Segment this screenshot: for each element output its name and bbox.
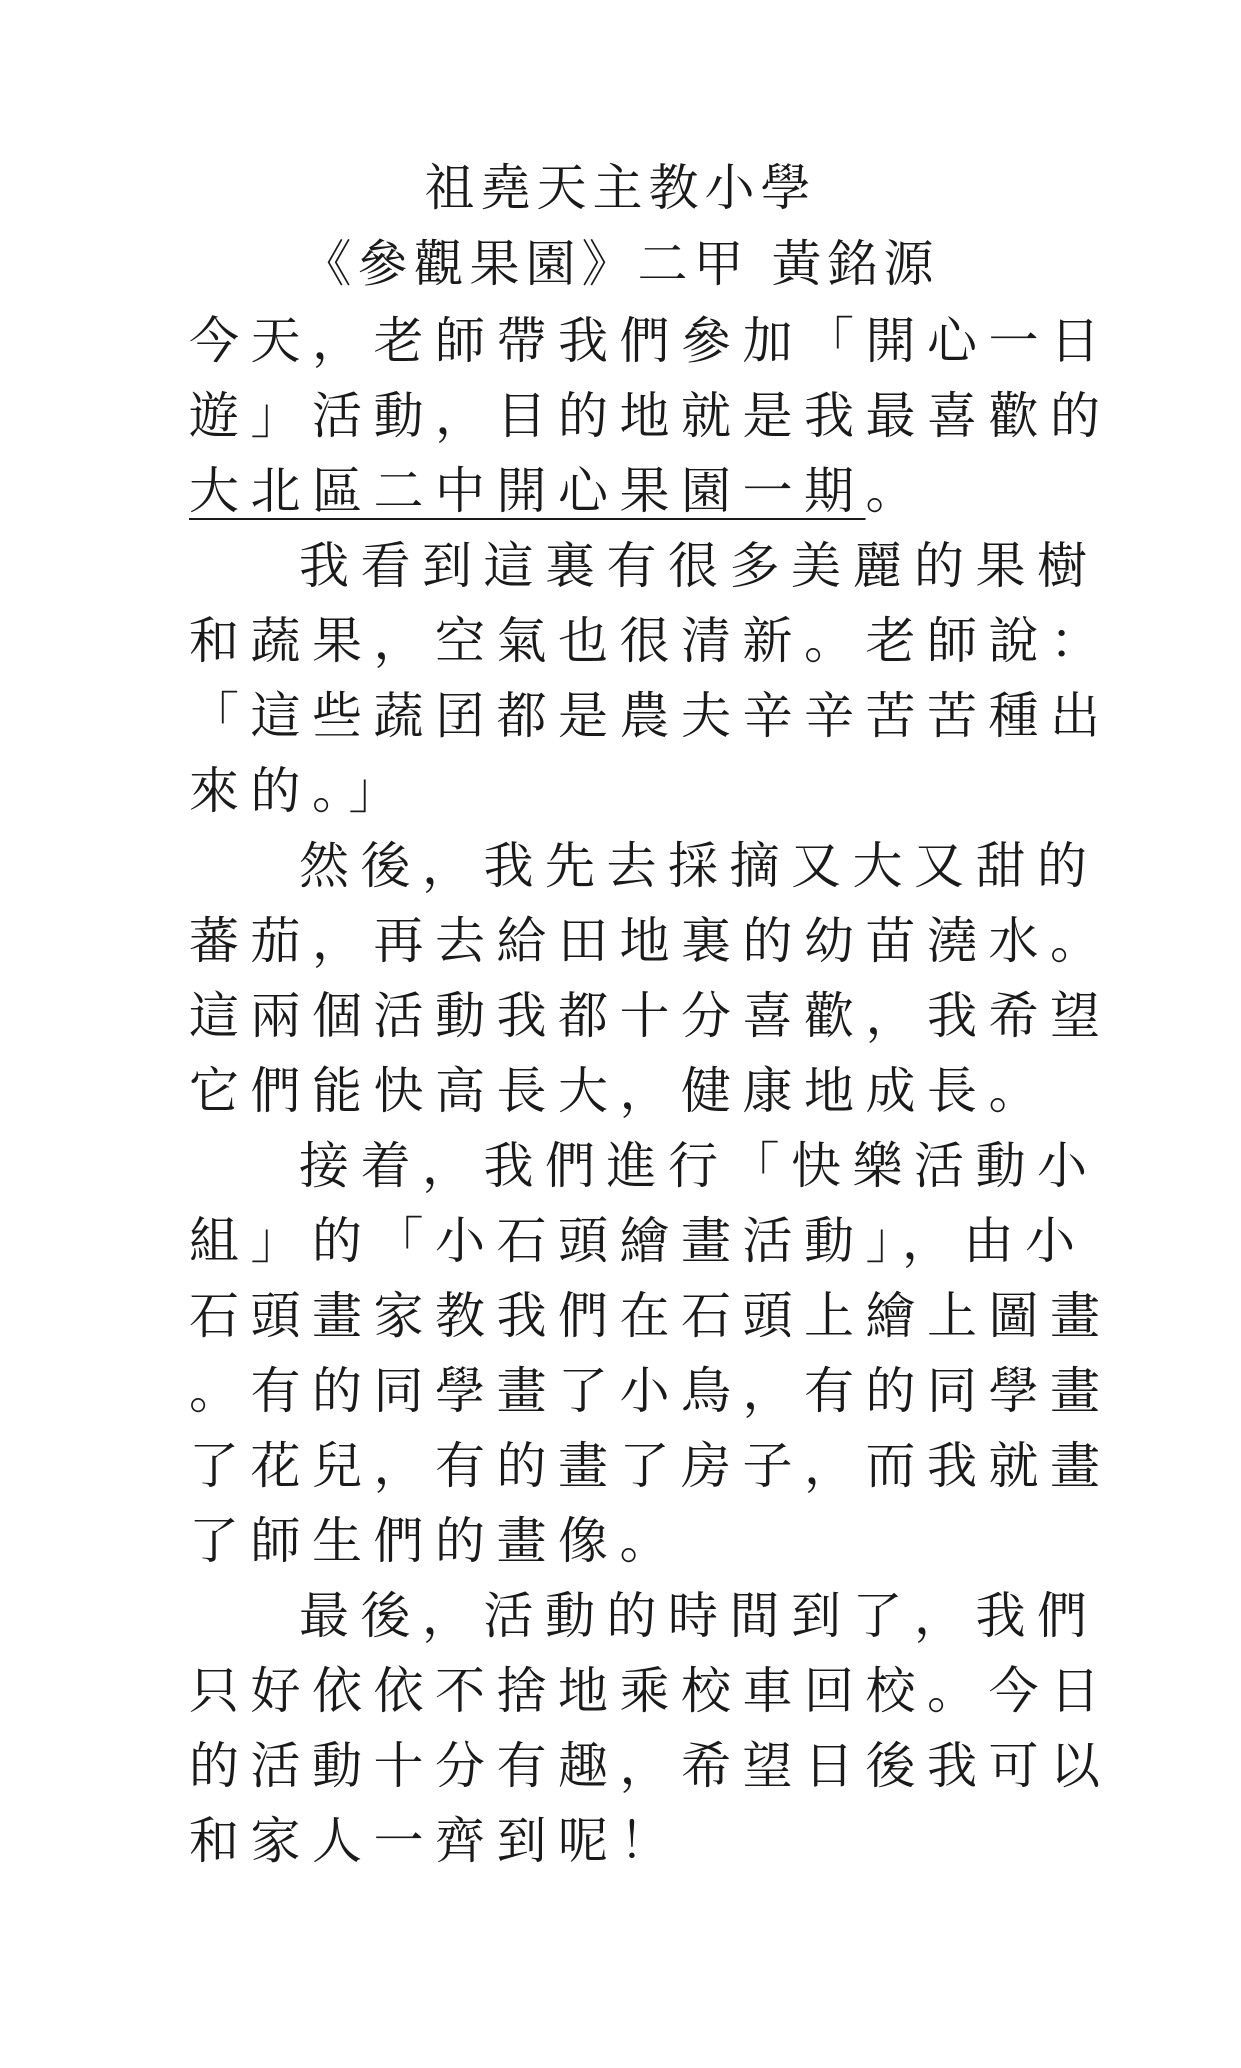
essay-line-16: 了花兒，有的畫了房子，而我就畫 (189, 1437, 1112, 1495)
essay-line-20: 的活動十分有趣，希望日後我可以 (189, 1737, 1112, 1795)
essay-title-line (0, 234, 1241, 294)
essay-line-11: 它們能快高長大，健康地成長。 (189, 1062, 1050, 1120)
essay-line-12: 接着，我們進行「快樂活動小 (299, 1137, 1099, 1195)
essay-line-15: 。有的同學畫了小鳥，有的同學畫 (189, 1362, 1112, 1420)
underlined-place-name: 大北區二中開心果園一期 (189, 462, 866, 520)
essay-line-14: 石頭畫家教我們在石頭上繪上圖畫 (189, 1287, 1112, 1345)
essay-line-17: 了師生們的畫像。 (189, 1512, 681, 1570)
school-name: 祖堯天主教小學 (424, 159, 817, 217)
essay-line-18: 最後，活動的時間到了，我們 (299, 1587, 1099, 1645)
period-mark: 。 (865, 462, 927, 520)
essay-line-10: 這兩個活動我都十分喜歡，我希望 (189, 987, 1112, 1045)
essay-line-8: 然後，我先去採摘又大又甜的 (299, 837, 1099, 895)
essay-line-4: 我看到這裏有很多美麗的果樹 (299, 537, 1099, 595)
essay-author: 黃銘源 (771, 235, 940, 293)
essay-line-6: 「這些蔬囝都是農夫辛辛苦苦種出 (189, 687, 1112, 745)
essay-line-2: 遊」活動，目的地就是我最喜歡的 (189, 387, 1112, 445)
essay-line-5: 和蔬果，空氣也很清新。老師說： (189, 612, 1112, 670)
essay-line-13: 組」的「小石頭繪畫活動」，由小 (189, 1212, 1087, 1270)
essay-line-7: 來的。」 (189, 762, 410, 820)
essay-line-9: 蕃茄，再去給田地裏的幼苗澆水。 (189, 912, 1112, 970)
essay-title: 《參觀果園》二甲 (301, 235, 750, 293)
essay-line-19: 只好依依不捨地乘校車回校。今日 (189, 1662, 1112, 1720)
essay-line-1: 今天，老師帶我們參加「開心一日 (189, 312, 1112, 370)
essay-line-3 (189, 461, 1019, 521)
essay-line-21: 和家人一齊到呢！ (189, 1812, 681, 1870)
